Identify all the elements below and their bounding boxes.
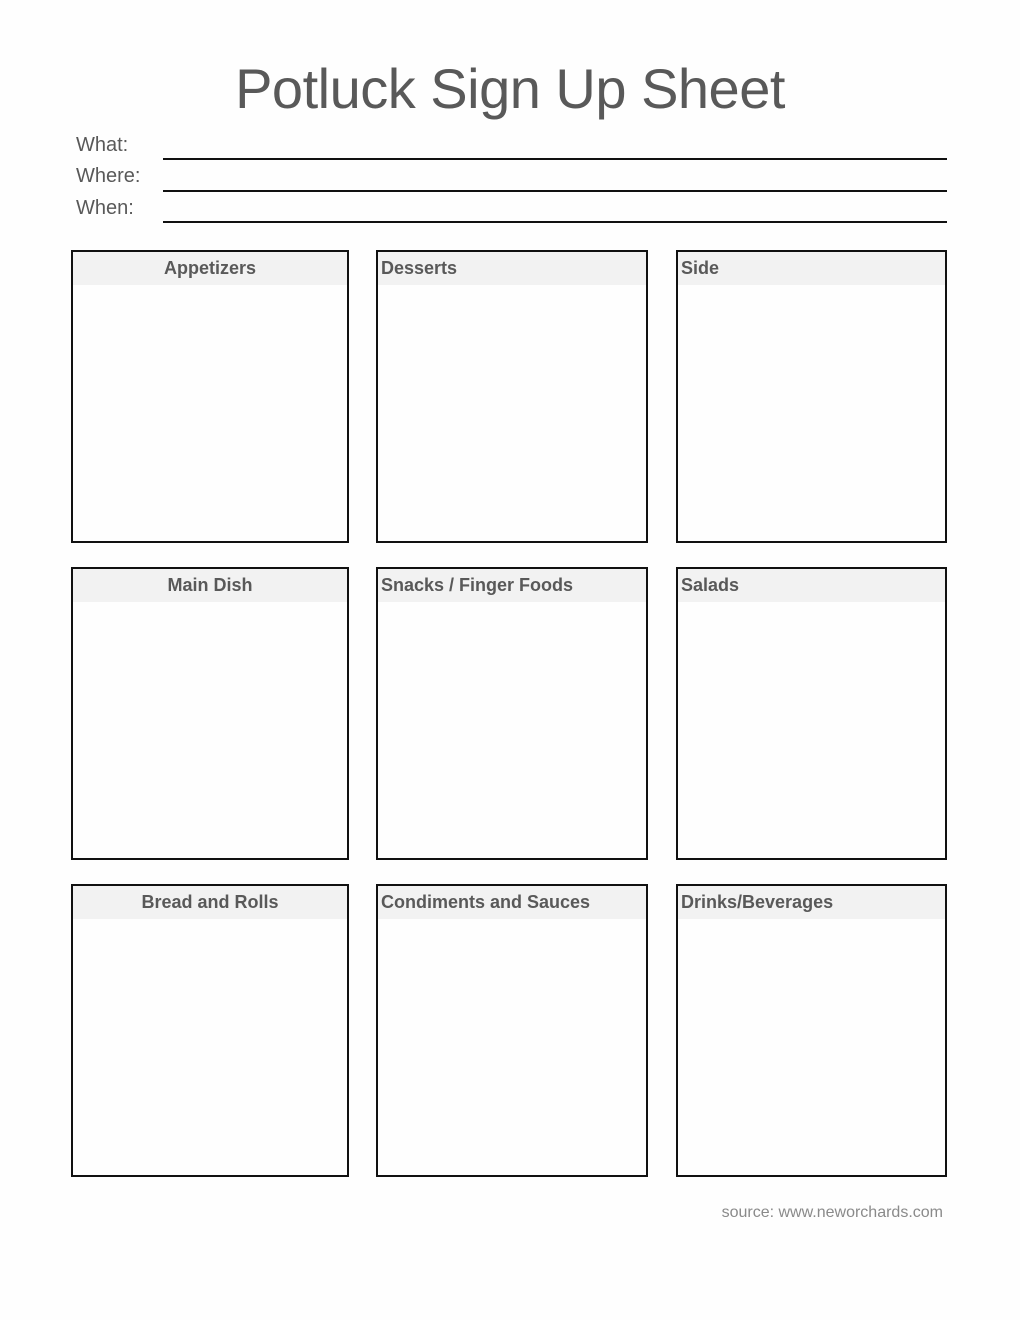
- category-header: Salads: [678, 569, 945, 602]
- what-line[interactable]: [163, 158, 947, 160]
- source-credit: source: www.neworchards.com: [721, 1204, 943, 1221]
- page-title: Potluck Sign Up Sheet: [235, 57, 785, 120]
- category-header: Condiments and Sauces: [378, 886, 646, 919]
- what-label: What:: [76, 134, 129, 156]
- category-box-appetizers[interactable]: [71, 250, 349, 543]
- category-box-desserts[interactable]: [376, 250, 648, 543]
- category-header: Snacks / Finger Foods: [378, 569, 646, 602]
- category-header: Desserts: [378, 252, 646, 285]
- category-box-condiments[interactable]: [376, 884, 648, 1177]
- category-header: Drinks/Beverages: [678, 886, 945, 919]
- category-header: Bread and Rolls: [73, 886, 347, 919]
- category-box-drinks[interactable]: [676, 884, 947, 1177]
- category-box-bread[interactable]: [71, 884, 349, 1177]
- category-box-snacks[interactable]: [376, 567, 648, 860]
- category-box-side[interactable]: [676, 250, 947, 543]
- where-line[interactable]: [163, 190, 947, 192]
- when-line[interactable]: [163, 221, 947, 223]
- category-header: Main Dish: [73, 569, 347, 602]
- category-box-main-dish[interactable]: [71, 567, 349, 860]
- category-header: Appetizers: [73, 252, 347, 285]
- when-label: When:: [76, 197, 134, 219]
- category-box-salads[interactable]: [676, 567, 947, 860]
- where-label: Where:: [76, 165, 141, 187]
- category-header: Side: [678, 252, 945, 285]
